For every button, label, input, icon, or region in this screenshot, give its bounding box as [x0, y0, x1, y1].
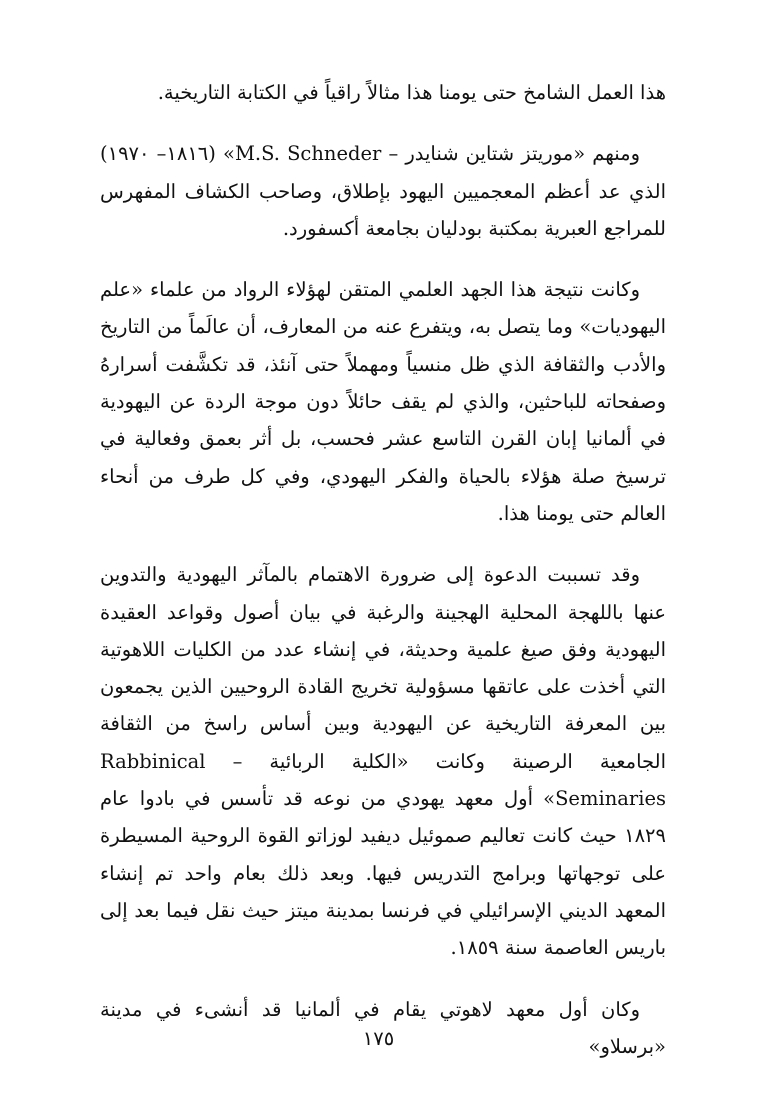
paragraph-gap: [100, 111, 666, 135]
page-number: ١٧٥: [362, 1027, 395, 1050]
paragraph-continuation: هذا العمل الشامخ حتى يومنا هذا مثالاً راقياً في الكتابة التاريخية.: [157, 81, 666, 104]
paragraph-seminaries: وقد تسببت الدعوة إلى ضرورة الاهتمام بالمآثر اليهودية والتدوين عنها باللهجة المحلية الهجينة والرغبة في بيان أصول وقواعد العقيدة اليهودية وفق صيغ علمية وحديثة، في إنشاء عدد من الكليات اللاهوتية التي أخذت على عاتقها مسؤولية تخريج القادة الروحيين الذين يجمعون بين المعرفة التاريخية عن اليهودية وبين أساس راسخ من الثقافة الجامعية الرصينة وكانت «الكلية الربائية – Rabbinical Seminaries» أول معهد يهودي من نوعه قد تأسس في بادوا عام ١٨٢٩ حيث كانت تعاليم صموئيل ديفيد لوزاتو القوة الروحية المسيطرة على توجهاتها وبرامج التدريس فيها. وبعد ذلك بعام واحد تم إنشاء المعهد الديني الإسرائيلي في فرنسا بمدينة ميتز حيث نقل فيما بعد إلى باريس العاصمة سنة ١٨٥٩.: [100, 563, 666, 960]
body-text: [100, 74, 666, 1065]
paragraph-gap: [100, 532, 666, 556]
paragraph-results: وكانت نتيجة هذا الجهد العلمي المتقن لهؤلاء الرواد من علماء «علم اليهوديات» وما يتصل به، ويتفرع عنه من المعارف، أن عالَماً من التاريخ والأدب والثقافة الذي ظل منسياً ومهملاً حتى آنئذ، قد تكشَّفت أسرارهُ وصفحاته للباحثين، والذي لم يقف حائلاً دون موجة الردة عن اليهودية في ألمانيا إبان القرن التاسع عشر فحسب، بل أثر بعمق وفعالية في ترسيخ صلة هؤلاء بالحياة والفكر اليهودي، وفي كل طرف من أنحاء العالم حتى يومنا هذا.: [100, 278, 666, 525]
paragraph-breslau: وكان أول معهد لاهوتي يقام في ألمانيا قد أنشىء في مدينة «برسلاو»: [100, 997, 666, 1058]
paragraph-schneider: ومنهم «موريتز شتاين شنايدر – M.S. Schneder» (١٨١٦– ١٩٧٠) الذي عد أعظم المعجميين اليهود بإطلاق، وصاحب الكشاف المفهرس للمراجع العبرية بمكتبة بودليان بجامعة أكسفورد.: [100, 142, 666, 240]
paragraph-gap: [100, 967, 666, 991]
paragraph-gap: [100, 247, 666, 271]
